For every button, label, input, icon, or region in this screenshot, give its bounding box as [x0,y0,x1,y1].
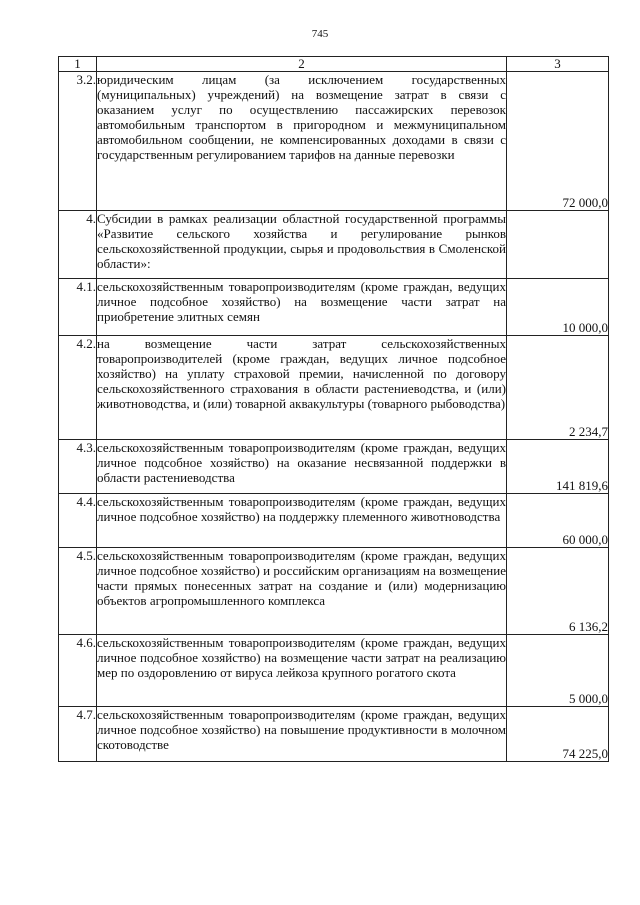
row-number: 4.7. [59,707,97,762]
row-description: сельскохозяйственным товаропроизводителям (кроме граждан, ведущих личное подсобное хозяйство) на возмещение части затрат на приобретение элитных семян [97,279,507,336]
row-amount: 60 000,0 [507,494,609,548]
row-description: сельскохозяйственным товаропроизводителям (кроме граждан, ведущих личное подсобное хозяйство) на поддержку племенного животноводства [97,494,507,548]
table-row [59,336,609,440]
table-header-row [59,57,609,72]
row-number: 3.2. [59,72,97,211]
row-amount: 72 000,0 [507,72,609,211]
row-number: 4.1. [59,279,97,336]
row-description: юридическим лицам (за исключением государственных (муниципальных) учреждений) на возмещение затрат в связи с оказанием услуг по осуществлению пассажирских перевозок автомобильным транспортом в пригородном и межмуниципальном автомобильном сообщении, не компенсированных доходами в связи с государственным регулированием тарифов на данные перевозки [97,72,507,211]
table-row [59,72,609,211]
table-row [59,494,609,548]
table-row [59,279,609,336]
page-number: 745 [311,28,329,40]
row-amount: 141 819,6 [507,440,609,494]
row-amount: 10 000,0 [507,279,609,336]
subsidy-table [58,56,609,762]
table-row [59,707,609,762]
table-row [59,440,609,494]
row-amount: 5 000,0 [507,635,609,707]
column-header-2: 2 [97,57,507,72]
row-amount: 6 136,2 [507,548,609,635]
row-description: сельскохозяйственным товаропроизводителям (кроме граждан, ведущих личное подсобное хозяйство) на повышение продуктивности в молочном скотоводстве [97,707,507,762]
row-number: 4.6. [59,635,97,707]
table-row [59,211,609,279]
row-number: 4.5. [59,548,97,635]
row-description: сельскохозяйственным товаропроизводителям (кроме граждан, ведущих личное подсобное хозяйство) на возмещение части затрат на реализацию мер по оздоровлению от вируса лейкоза крупного рогатого скота [97,635,507,707]
row-amount: 74 225,0 [507,707,609,762]
table-row [59,635,609,707]
row-number: 4. [59,211,97,279]
column-header-1: 1 [59,57,97,72]
row-description: на возмещение части затрат сельскохозяйственных товаропроизводителей (кроме граждан, ведущих личное подсобное хозяйство) на уплату страховой премии, начисленной по договору сельскохозяйственного страхования в области растениеводства, и (или) животноводства, и (или) товарной аквакультуры (товарного рыбоводства) [97,336,507,440]
row-description: сельскохозяйственным товаропроизводителям (кроме граждан, ведущих личное подсобное хозяйство) и российским организациям на возмещение части прямых понесенных затрат на создание и (или) модернизацию объектов агропромышленного комплекса [97,548,507,635]
row-amount [507,211,609,279]
row-description: сельскохозяйственным товаропроизводителям (кроме граждан, ведущих личное подсобное хозяйство) на оказание несвязанной поддержки в области растениеводства [97,440,507,494]
row-number: 4.4. [59,494,97,548]
table-row [59,548,609,635]
row-number: 4.3. [59,440,97,494]
row-number: 4.2. [59,336,97,440]
row-amount: 2 234,7 [507,336,609,440]
column-header-3: 3 [507,57,609,72]
row-description: Субсидии в рамках реализации областной государственной программы «Развитие сельского хозяйства и регулирование рынков сельскохозяйственной продукции, сырья и продовольствия в Смоленской области»: [97,211,507,279]
